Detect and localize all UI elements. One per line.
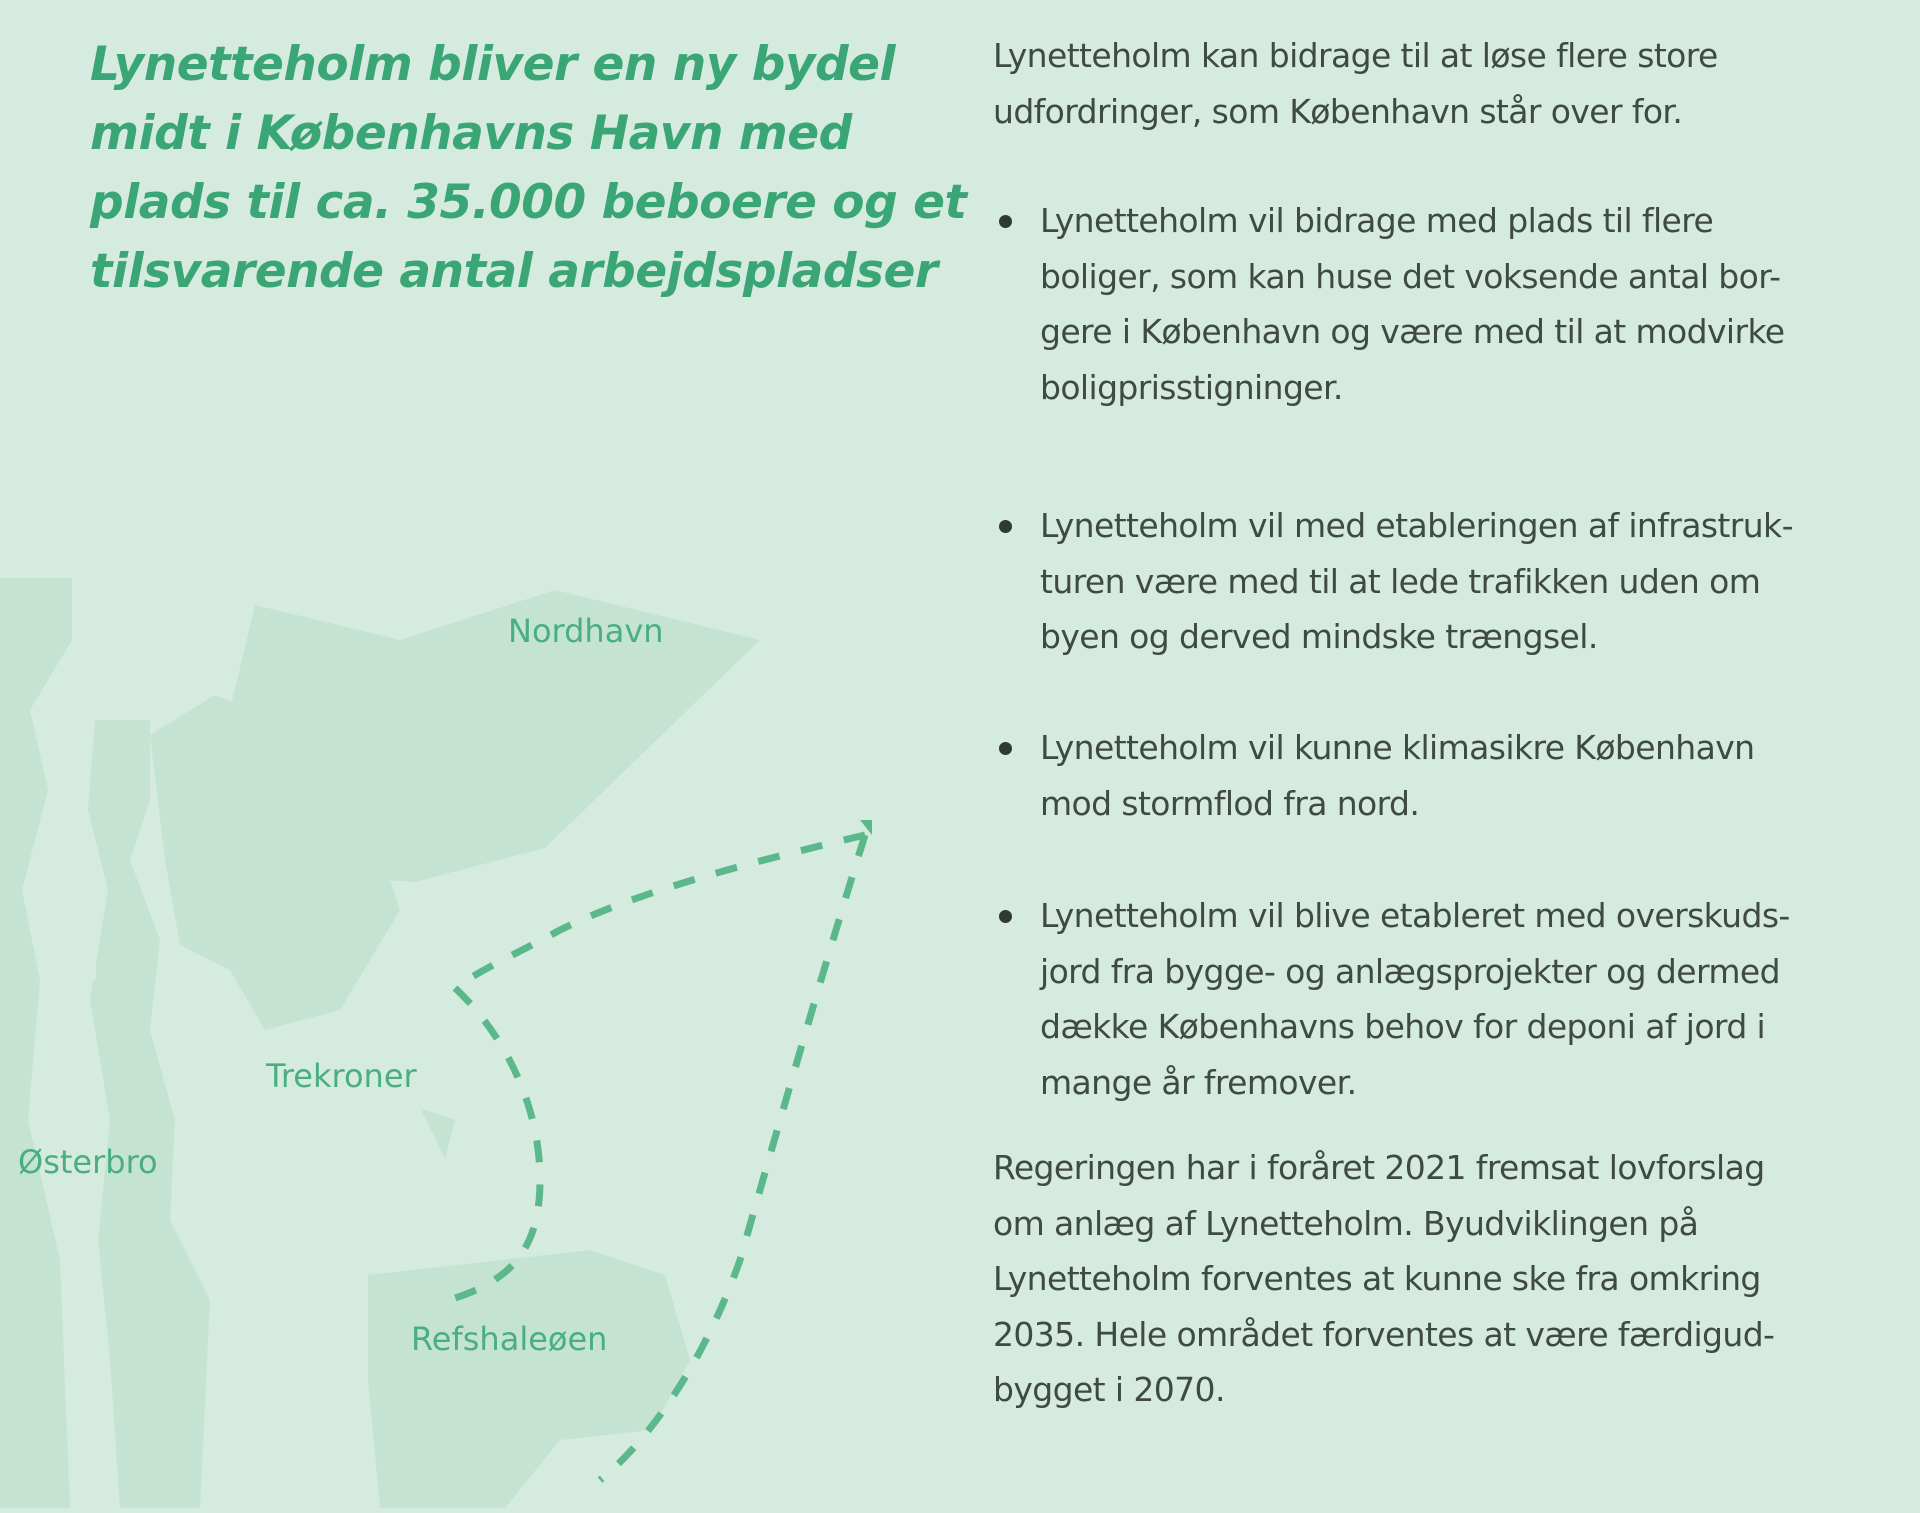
map-label-osterbro: Østerbro (18, 1143, 158, 1181)
bullet-text (1040, 193, 1860, 415)
text-line: mod stormflod fra nord. (1040, 783, 1420, 823)
bullet-text (1040, 888, 1860, 1110)
text-line: boligprisstigninger. (1040, 367, 1343, 407)
intro-paragraph (993, 28, 1718, 139)
map-label-trekroner: Trekroner (266, 1057, 417, 1095)
headline-line: midt i Københavns Havn med (90, 106, 852, 161)
text-line: Lynetteholm forventes at kunne ske fra omkring (993, 1259, 1761, 1298)
refshaleoen-land (368, 1250, 690, 1508)
text-line: dække Københavns behov for deponi af jord i (1040, 1007, 1766, 1046)
text-line: jord fra bygge- og anlægsprojekter og dermed (1040, 951, 1780, 991)
map-label-nordhavn: Nordhavn (508, 612, 664, 650)
bullet-dot-icon (999, 215, 1012, 228)
bullet-text (1040, 720, 1860, 831)
text-line: Lynetteholm vil kunne klimasikre København (1040, 728, 1755, 767)
text-line: Regeringen har i foråret 2021 fremsat lovforslag (993, 1148, 1765, 1187)
bullet-text (1040, 498, 1860, 665)
text-line: Lynetteholm vil med etableringen af infrastruk- (1040, 506, 1793, 545)
text-line: 2035. Hele området forventes at være færdigud- (993, 1314, 1775, 1354)
headline (90, 30, 967, 306)
bullet-dot-icon (999, 910, 1012, 923)
text-line: gere i København og være med til at modvirke (1040, 312, 1785, 351)
text-line: om anlæg af Lynetteholm. Byudviklingen på (993, 1203, 1699, 1243)
land-areas (0, 578, 760, 1508)
outro-paragraph (993, 1140, 1774, 1418)
text-line: Lynetteholm kan bidrage til at løse flere store (993, 36, 1718, 75)
bullet-dot-icon (999, 520, 1012, 533)
map-label-refshaleoen: Refshaleøen (411, 1320, 608, 1358)
text-line: turen være med til at lede trafikken uden om (1040, 561, 1761, 601)
headline-line: tilsvarende antal arbejdspladser (90, 244, 938, 299)
text-line: byen og derved mindske trængsel. (1040, 617, 1598, 656)
harbour-map (0, 560, 900, 1508)
text-line: udfordringer, som København står over for. (993, 91, 1683, 131)
text-line: boliger, som kan huse det voksende antal bor- (1040, 256, 1781, 296)
text-line: mange år fremover. (1040, 1062, 1357, 1102)
text-line: Lynetteholm vil blive etableret med overskuds- (1040, 896, 1790, 935)
headline-line: plads til ca. 35.000 beboere og et (90, 175, 967, 230)
headline-line: Lynetteholm bliver en ny bydel (90, 37, 896, 92)
text-line: Lynetteholm vil bidrage med plads til flere (1040, 201, 1714, 240)
harbour-map-graphic (0, 560, 900, 1508)
water-channel (82, 880, 96, 980)
text-line: bygget i 2070. (993, 1370, 1225, 1409)
trekroner-fort (420, 1108, 455, 1158)
osterbro-land (0, 578, 72, 1508)
nordhavn-basin-land (230, 850, 400, 1030)
bullet-dot-icon (999, 742, 1012, 755)
